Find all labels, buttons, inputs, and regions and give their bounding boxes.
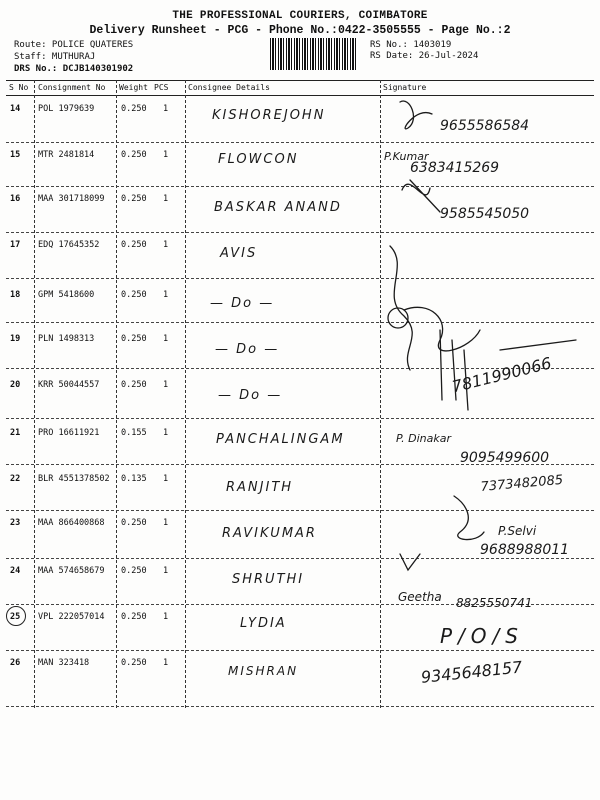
row-consignment: GPM 5418600 — [38, 290, 95, 300]
receiver-phone: 7373482085 — [480, 472, 564, 495]
consignee-name: — Do — — [210, 296, 275, 311]
row-weight: 0.250 — [121, 240, 147, 250]
row-consignment: MAA 866400868 — [38, 518, 105, 528]
row-consignment: EDQ 17645352 — [38, 240, 100, 250]
receiver-phone: 8825550741 — [456, 596, 533, 610]
rs-number: RS No.: 1403019 — [370, 40, 452, 50]
row-weight: 0.250 — [121, 658, 147, 668]
row-pcs: 1 — [163, 658, 169, 668]
receiver-phone: 7811990066 — [450, 353, 554, 397]
row-consignment: KRR 50044557 — [38, 380, 100, 390]
row-consignment: MAA 301718099 — [38, 194, 105, 204]
consignee-name: MISHRAN — [228, 664, 299, 678]
circled-mark — [6, 606, 26, 626]
consignee-name: AVIS — [220, 246, 258, 261]
receiver-phone: 6383415269 — [410, 160, 500, 176]
consignee-name: PANCHALINGAM — [216, 432, 345, 447]
receiver-signature: P. Dinakar — [396, 432, 451, 445]
row-sno: 17 — [10, 240, 21, 250]
rs-date: RS Date: 26-Jul-2024 — [370, 51, 479, 61]
column-header-signature: Signature — [383, 83, 427, 92]
row-pcs: 1 — [163, 290, 169, 300]
column-divider — [185, 80, 186, 708]
consignee-name: RAVIKUMAR — [222, 526, 317, 541]
receiver-signature: P.Kumar — [384, 150, 429, 163]
signature-scribbles — [380, 100, 600, 720]
drs-number: DRS No.: DCJB140301902 — [14, 64, 134, 74]
consignee-name: LYDIA — [240, 616, 287, 631]
row-pcs: 1 — [163, 566, 169, 576]
row-weight: 0.250 — [121, 566, 147, 576]
row-weight: 0.250 — [121, 194, 147, 204]
column-header-consignee: Consignee Details — [188, 83, 270, 92]
receiver-signature: Geetha — [398, 590, 442, 604]
row-consignment: PLN 1498313 — [38, 334, 95, 344]
row-pcs: 1 — [163, 474, 169, 484]
row-sno: 20 — [10, 380, 21, 390]
column-divider — [116, 80, 117, 708]
row-consignment: POL 1979639 — [38, 104, 95, 114]
receiver-phone: 9655586584 — [440, 118, 530, 134]
row-sno: 15 — [10, 150, 21, 160]
row-sno: 21 — [10, 428, 21, 438]
column-header-sno: S No — [9, 83, 29, 92]
row-weight: 0.250 — [121, 104, 147, 114]
consignee-name: FLOWCON — [218, 152, 299, 167]
row-sno: 18 — [10, 290, 21, 300]
row-sno: 14 — [10, 104, 21, 114]
row-consignment: PRO 16611921 — [38, 428, 100, 438]
row-sno: 22 — [10, 474, 21, 484]
column-header-pcs: PCS — [154, 83, 169, 92]
row-pcs: 1 — [163, 240, 169, 250]
row-consignment: MAA 574658679 — [38, 566, 105, 576]
column-header-consignment: Consignment No — [38, 83, 106, 92]
receiver-phone: 9688988011 — [480, 542, 570, 558]
row-weight: 0.250 — [121, 150, 147, 160]
consignee-name: RANJITH — [226, 480, 294, 495]
row-sno: 19 — [10, 334, 21, 344]
row-pcs: 1 — [163, 380, 169, 390]
row-weight: 0.250 — [121, 334, 147, 344]
row-weight: 0.135 — [121, 474, 147, 484]
row-weight: 0.155 — [121, 428, 147, 438]
consignee-name: KISHOREJOHN — [212, 108, 326, 123]
row-sno: 23 — [10, 518, 21, 528]
row-sno: 25 — [10, 612, 21, 622]
row-consignment: MAN 323418 — [38, 658, 90, 668]
row-pcs: 1 — [163, 612, 169, 622]
row-pcs: 1 — [163, 518, 169, 528]
row-weight: 0.250 — [121, 380, 147, 390]
staff-label: Staff: MUTHURAJ — [14, 52, 96, 62]
consignee-name: — Do — — [215, 342, 280, 357]
row-pcs: 1 — [163, 428, 169, 438]
row-sno: 26 — [10, 658, 21, 668]
receiver-phone: 9585545050 — [440, 206, 530, 222]
row-sno: 16 — [10, 194, 21, 204]
row-pcs: 1 — [163, 334, 169, 344]
consignee-name: BASKAR ANAND — [214, 200, 342, 215]
receiver-phone: 9345648157 — [420, 657, 524, 687]
row-weight: 0.250 — [121, 612, 147, 622]
row-sno: 24 — [10, 566, 21, 576]
row-weight: 0.250 — [121, 290, 147, 300]
runsheet-title: Delivery Runsheet - PCG - Phone No.:0422-3505555 - Page No.:2 — [89, 24, 511, 37]
company-title: THE PROFESSIONAL COURIERS, COIMBATORE — [172, 10, 428, 22]
row-pcs: 1 — [163, 150, 169, 160]
column-header-weight: Weight — [119, 83, 148, 92]
receiver-phone: 9095499600 — [460, 450, 550, 466]
row-consignment: VPL 222057014 — [38, 612, 105, 622]
receiver-signature: P.Selvi — [498, 524, 537, 538]
row-weight: 0.250 — [121, 518, 147, 528]
consignee-name: — Do — — [218, 388, 283, 403]
receiver-signature: P/O/S — [440, 624, 524, 648]
row-consignment: BLR 4551378502 — [38, 474, 110, 484]
table-top-rule — [6, 80, 594, 81]
table-header-rule — [6, 95, 594, 96]
route-label: Route: POLICE QUATERES — [14, 40, 134, 50]
row-pcs: 1 — [163, 104, 169, 114]
consignee-name: SHRUTHI — [232, 572, 305, 587]
row-consignment: MTR 2481814 — [38, 150, 95, 160]
row-pcs: 1 — [163, 194, 169, 204]
barcode-image — [270, 38, 358, 70]
column-divider — [34, 80, 35, 708]
